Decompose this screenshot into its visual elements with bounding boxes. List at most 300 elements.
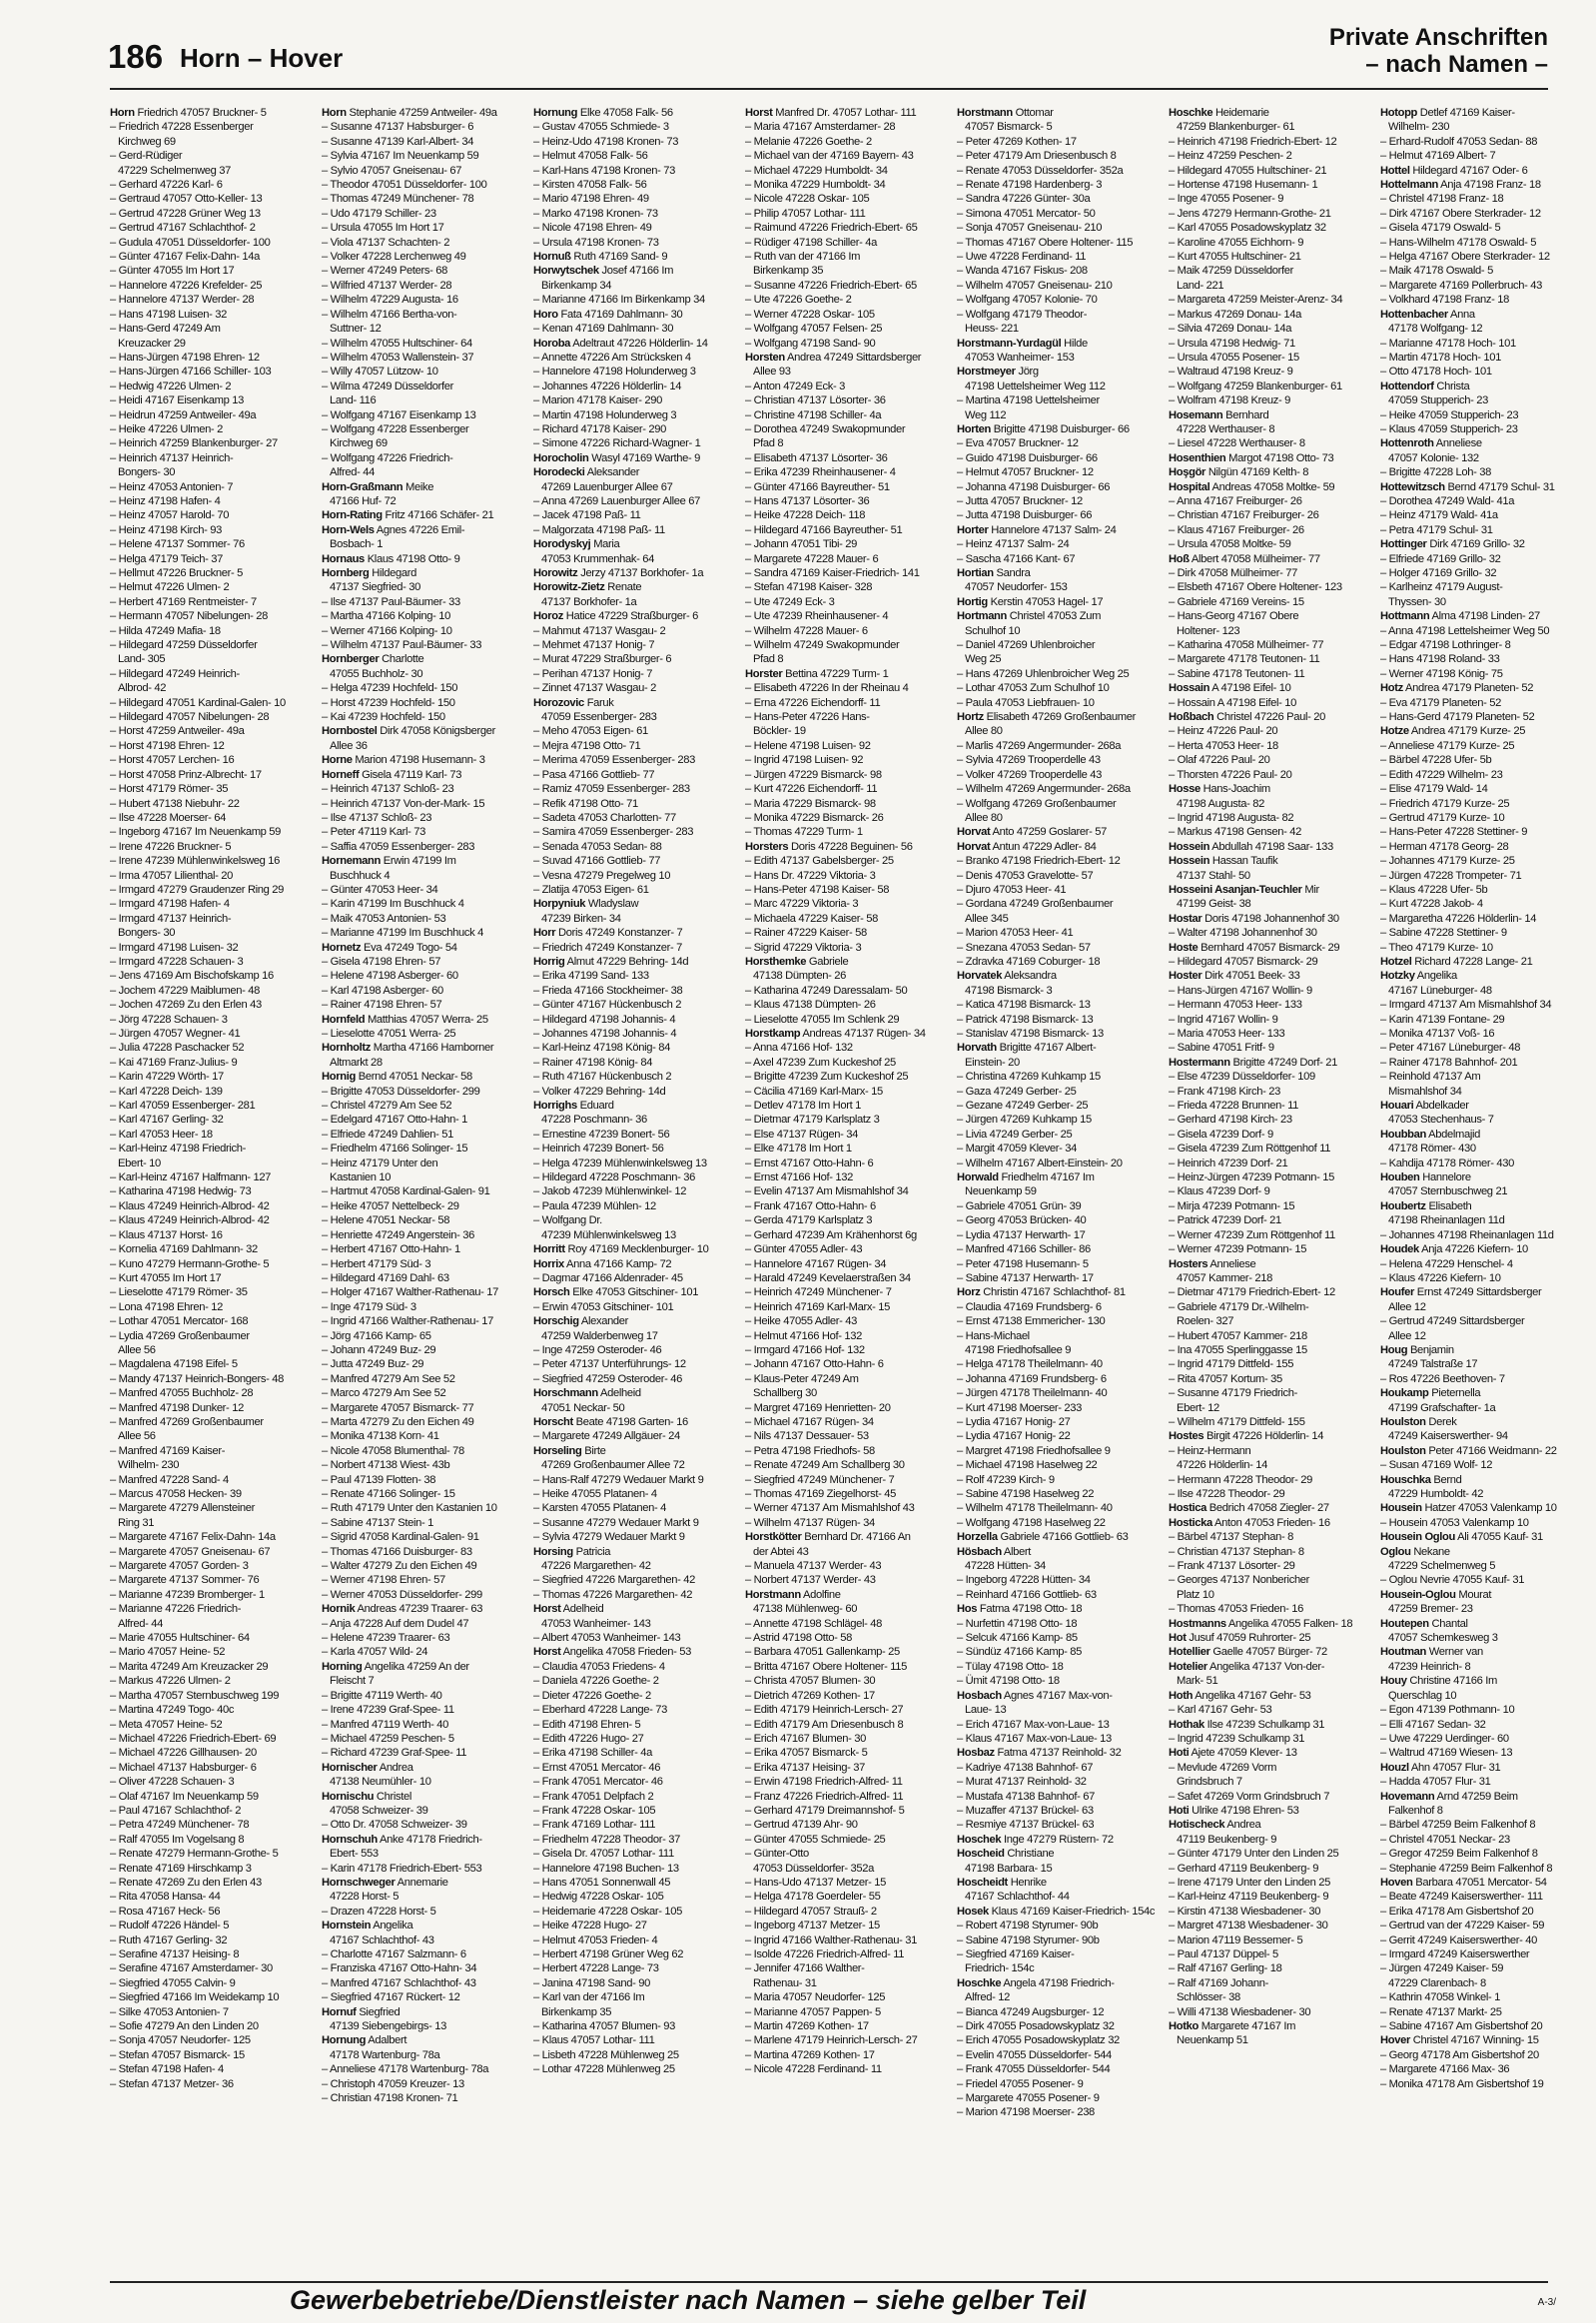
directory-entry <box>110 753 310 767</box>
entry-text: – Walter 47279 Zu den Eichen 49 <box>322 1560 477 1573</box>
directory-entry <box>533 465 733 479</box>
entry-text: Richard 47228 Lange- 21 <box>1411 955 1533 968</box>
entry-text: – Johann 47167 Otto-Hahn- 6 <box>745 1358 884 1371</box>
directory-entry <box>322 1559 521 1573</box>
entry-text: – Jutta 47249 Buz- 29 <box>322 1358 424 1371</box>
entry-text: Arnd 47259 Beim <box>1434 1790 1518 1803</box>
directory-entry <box>957 1833 1157 1847</box>
entry-text: – Horst 47239 Hochfeld- 150 <box>322 696 455 709</box>
entry-text: Werner van <box>1426 1646 1483 1659</box>
directory-entry <box>1169 1559 1368 1573</box>
directory-entry <box>957 797 1157 811</box>
entry-text: – Mahmut 47137 Wasgau- 2 <box>533 624 666 637</box>
entry-text: – Margaretha 47226 Hölderlin- 14 <box>1380 912 1537 925</box>
directory-entry <box>745 580 945 594</box>
entry-text: – Margarete 47137 Sommer- 76 <box>110 1574 260 1587</box>
entry-surname: Hoth <box>1169 1689 1194 1702</box>
entry-text: Brigitte 47198 Duisburger- 66 <box>990 422 1130 435</box>
entry-text: – Günter 47053 Heer- 34 <box>322 883 438 896</box>
entry-text: Kreuzacker 29 <box>118 337 186 350</box>
directory-entry <box>957 609 1157 623</box>
entry-text: – Suvad 47166 Gottlieb- 77 <box>533 855 661 868</box>
directory-entry <box>533 1761 733 1775</box>
directory-entry <box>110 1041 310 1055</box>
directory-entry <box>110 1070 310 1084</box>
directory-entry <box>533 1559 733 1573</box>
entry-text: – Gisela Dr. 47057 Lothar- 111 <box>533 1848 674 1861</box>
directory-entry <box>957 624 1157 638</box>
directory-entry <box>110 1099 310 1113</box>
entry-text: Bedrich 47058 Ziegler- 27 <box>1205 1502 1329 1515</box>
directory-entry <box>745 1314 945 1328</box>
entry-text: Andreas 47137 Rügen- 34 <box>800 1028 926 1040</box>
directory-entry <box>745 941 945 955</box>
entry-text: – Ernestine 47239 Bonert- 56 <box>533 1128 670 1141</box>
directory-entry <box>110 508 310 522</box>
entry-text: – Thomas 47249 Münchener- 78 <box>322 193 474 206</box>
directory-entry <box>322 1314 521 1328</box>
directory-entry <box>322 1934 521 1947</box>
entry-text: Manfred Dr. 47057 Lothar- 111 <box>772 107 917 119</box>
entry-text: Schallberg 30 <box>753 1387 817 1400</box>
entry-surname: Hornig <box>322 1071 356 1084</box>
entry-text: Nekane <box>1410 1545 1450 1558</box>
entry-text: Kerstin 47053 Hagel- 17 <box>987 595 1104 608</box>
entry-text: 47057 Schemkesweg 3 <box>1388 1632 1498 1645</box>
entry-text: – Heinrich 47137 Von-der-Mark- 15 <box>322 797 485 810</box>
entry-text: Suttner- 12 <box>330 323 382 336</box>
entry-text: Anja 47226 Kiefern- 10 <box>1418 1243 1528 1256</box>
entry-text: – Johanna 47169 Frundsberg- 6 <box>957 1372 1107 1385</box>
directory-entry <box>745 2048 945 2062</box>
directory-entry <box>957 1818 1157 1832</box>
entry-text: – Gabriele 47169 Vereins- 15 <box>1169 595 1304 608</box>
directory-entry <box>322 365 521 379</box>
directory-entry <box>957 537 1157 551</box>
entry-text: – Katica 47198 Bismarck- 13 <box>957 999 1091 1012</box>
entry-text: – Kurt 47055 Hultschiner- 21 <box>1169 251 1301 264</box>
entry-surname: Hornung <box>533 107 578 119</box>
directory-entry <box>1380 1847 1580 1861</box>
entry-surname: Hortz <box>957 711 984 724</box>
directory-entry <box>533 667 733 681</box>
entry-text: Jörg <box>1015 366 1039 379</box>
entry-text: Andreas 47058 Moltke- 59 <box>1209 480 1335 493</box>
directory-entry <box>1169 1890 1368 1904</box>
entry-text: – Sylvio 47057 Gneisenau- 67 <box>322 164 462 177</box>
entry-text: – Mehmet 47137 Honig- 7 <box>533 639 655 652</box>
entry-text: Birkenkamp 34 <box>541 279 612 292</box>
directory-entry <box>745 724 945 738</box>
entry-text: – Jens 47279 Hermann-Grothe- 21 <box>1169 207 1331 220</box>
directory-entry <box>322 250 521 264</box>
directory-entry <box>322 998 521 1012</box>
entry-text: – Horst 47198 Ehren- 12 <box>110 739 225 752</box>
directory-entry <box>322 537 521 551</box>
entry-text: Ottomar <box>1012 107 1054 119</box>
directory-entry <box>533 537 733 551</box>
entry-text: – Klaus 47249 Heinrich-Albrod- 42 <box>110 1199 270 1212</box>
directory-entry <box>322 768 521 782</box>
directory-entry <box>1169 1947 1368 1961</box>
directory-entry <box>1380 1919 1580 1933</box>
directory-entry <box>957 883 1157 897</box>
entry-text: – Helga 47239 Hochfeld- 150 <box>322 682 458 695</box>
entry-text: – Hans-Jürgen 47167 Wollin- 9 <box>1169 984 1312 997</box>
directory-entry <box>957 1660 1157 1674</box>
directory-entry <box>533 1487 733 1501</box>
entry-text: – Sandra 47169 Kaiser-Friedrich- 141 <box>745 567 920 579</box>
directory-entry <box>533 580 733 594</box>
entry-text: Heidemarie <box>1212 107 1269 119</box>
entry-text: – Reinhard 47166 Gottlieb- 63 <box>957 1588 1097 1601</box>
directory-entry <box>1169 681 1368 695</box>
entry-text: – Michael 47137 Habsburger- 6 <box>110 1761 257 1774</box>
directory-entry <box>1169 1458 1368 1472</box>
entry-text: Ruth 47169 Sand- 9 <box>570 251 668 264</box>
directory-entry <box>322 1990 521 2004</box>
directory-entry <box>745 595 945 609</box>
directory-entry <box>1380 2019 1580 2033</box>
directory-entry <box>1380 1905 1580 1919</box>
entry-text: – Johannes 47198 Johannis- 4 <box>533 1028 677 1040</box>
directory-entry <box>1169 883 1368 897</box>
directory-entry <box>745 436 945 450</box>
directory-entry <box>110 1085 310 1099</box>
directory-entry <box>745 465 945 479</box>
directory-entry <box>1380 969 1580 983</box>
entry-text: – Werner 47166 Kolping- 10 <box>322 624 452 637</box>
entry-text: – Helene 47198 Asberger- 60 <box>322 970 458 983</box>
directory-entry <box>1169 566 1368 580</box>
entry-surname: Horzella <box>957 1531 998 1544</box>
directory-entry <box>322 1545 521 1559</box>
directory-entry <box>1380 1458 1580 1472</box>
directory-entry <box>322 264 521 278</box>
entry-text: – Heike 47228 Hugo- 27 <box>533 1920 647 1933</box>
entry-surname: Hoschke <box>957 1976 1002 1989</box>
entry-text: – Hildegard 47198 Johannis- 4 <box>533 1013 676 1026</box>
entry-surname: Hornuf <box>322 2005 357 2018</box>
directory-entry <box>745 984 945 998</box>
directory-entry <box>745 1184 945 1198</box>
entry-text: – Herman 47178 Georg- 28 <box>1380 840 1509 853</box>
directory-entry <box>957 969 1157 983</box>
directory-entry <box>1169 236 1368 250</box>
entry-surname: Hösbach <box>957 1545 1002 1558</box>
entry-text: 47166 Huf- 72 <box>330 494 397 507</box>
directory-entry <box>957 1804 1157 1818</box>
directory-entry <box>533 984 733 998</box>
directory-entry <box>1380 1660 1580 1674</box>
entry-text: – Maik 47259 Düsseldorfer <box>1169 265 1293 278</box>
directory-entry <box>533 1113 733 1127</box>
entry-text: – Resmiye 47137 Brückel- 63 <box>957 1819 1095 1832</box>
entry-text: – Nicole 47228 Oskar- 105 <box>745 193 870 206</box>
directory-entry <box>1380 465 1580 479</box>
entry-text: – Elke 47178 Im Hort 1 <box>745 1143 852 1156</box>
directory-entry <box>322 436 521 450</box>
directory-entry <box>322 1128 521 1142</box>
entry-text: – Petra 47179 Schul- 31 <box>1380 523 1493 536</box>
entry-text: – Sadeta 47053 Charlotten- 77 <box>533 811 676 824</box>
directory-entry <box>533 1890 733 1904</box>
entry-text: Derek <box>1425 1415 1457 1428</box>
directory-entry <box>322 1588 521 1602</box>
entry-text: 47138 Neumühler- 10 <box>330 1776 431 1789</box>
directory-entry <box>745 178 945 192</box>
entry-text: – Gerhard 47239 Am Krähenhorst 6g <box>745 1228 917 1241</box>
entry-text: – Axel 47239 Zum Kuckeshof 25 <box>745 1056 896 1069</box>
directory-entry <box>322 652 521 666</box>
entry-surname: Hotischeck <box>1169 1819 1225 1832</box>
directory-entry <box>533 1674 733 1688</box>
directory-entry <box>957 1213 1157 1227</box>
directory-entry <box>322 1458 521 1472</box>
entry-text: – Friedhelm 47166 Solinger- 15 <box>322 1143 468 1156</box>
entry-surname: Hos <box>957 1603 978 1616</box>
directory-entry <box>110 494 310 508</box>
directory-entry <box>745 1357 945 1371</box>
entry-text: – Kurt 47226 Eichendorff- 11 <box>745 783 878 796</box>
entry-text: – Irmgard 47166 Hof- 132 <box>745 1343 865 1356</box>
directory-entry <box>1169 2005 1368 2019</box>
entry-surname: Hottenroth <box>1380 437 1434 450</box>
entry-text: – Jörg 47166 Kamp- 65 <box>322 1329 431 1342</box>
directory-entry <box>322 624 521 638</box>
directory-entry <box>745 1602 945 1616</box>
entry-text: – Mario 47198 Ehren- 49 <box>533 193 649 206</box>
directory-entry <box>1380 365 1580 379</box>
entry-text: 47167 Lüneburger- 48 <box>1388 984 1492 997</box>
entry-text: – Jutta 47198 Duisburger- 66 <box>957 509 1093 522</box>
entry-text: – Ingrid 47166 Walther-Rathenau- 17 <box>322 1315 494 1328</box>
directory-entry <box>1380 236 1580 250</box>
entry-text: – Hans-Peter 47226 Hans- <box>745 711 870 724</box>
entry-text: – Kornelia 47169 Dahlmann- 32 <box>110 1243 258 1256</box>
entry-text: Almut 47229 Behring- 14d <box>564 955 689 968</box>
entry-text: – Eva 47179 Planeten- 52 <box>1380 696 1501 709</box>
entry-text: Hannelore <box>1419 1171 1471 1184</box>
directory-entry <box>745 480 945 494</box>
directory-entry <box>322 1170 521 1184</box>
entry-text: – Hans-Gerd 47249 Am <box>110 323 221 336</box>
directory-entry <box>322 480 521 494</box>
directory-entry <box>322 595 521 609</box>
directory-entry <box>745 1559 945 1573</box>
entry-surname: Hottewitzsch <box>1380 480 1445 493</box>
directory-entry <box>110 279 310 293</box>
directory-entry <box>322 1516 521 1530</box>
directory-entry <box>1380 1862 1580 1876</box>
entry-text: – Helmut 47058 Falk- 56 <box>533 150 648 163</box>
directory-entry <box>1169 897 1368 911</box>
entry-text: – Heinz 47179 Wald- 41a <box>1380 509 1498 522</box>
entry-text: – Silvia 47269 Donau- 14a <box>1169 323 1292 336</box>
directory-entry <box>957 322 1157 336</box>
directory-entry <box>322 1790 521 1804</box>
directory-entry <box>533 696 733 710</box>
entry-text: – Kathrin 47058 Winkel- 1 <box>1380 1991 1500 2004</box>
entry-text: – Susanne 47137 Habsburger- 6 <box>322 121 474 134</box>
entry-text: – Margret 47138 Wiesbadener- 30 <box>1169 1920 1328 1933</box>
directory-entry <box>1169 1545 1368 1559</box>
entry-text: – Heinz-Jürgen 47239 Potmann- 15 <box>1169 1171 1335 1184</box>
entry-text: – Dietrich 47269 Kothen- 17 <box>745 1689 875 1702</box>
directory-entry <box>745 912 945 926</box>
entry-text: Anna <box>1447 308 1475 321</box>
entry-text: – Christoph 47059 Kreuzer- 13 <box>322 2077 464 2090</box>
entry-text: 47239 Heinrich- 8 <box>1388 1660 1471 1673</box>
entry-text: Jerzy 47137 Borkhofer- 1a <box>577 567 704 579</box>
directory-entry <box>1169 1056 1368 1070</box>
entry-text: – Karin 47229 Wörth- 17 <box>110 1071 224 1084</box>
directory-entry <box>1169 609 1368 623</box>
entry-text: Schlösser- 38 <box>1177 1991 1240 2004</box>
directory-entry <box>533 1631 733 1645</box>
directory-entry <box>957 667 1157 681</box>
entry-text: 47053 Wanheimer- 153 <box>965 351 1075 364</box>
directory-entry <box>957 451 1157 465</box>
entry-surname: Horst <box>745 107 773 119</box>
entry-text: Bosbach- 1 <box>330 538 384 551</box>
entry-text: Stephanie 47259 Antweiler- 49a <box>346 107 497 119</box>
directory-entry <box>1169 595 1368 609</box>
directory-entry <box>1380 580 1580 594</box>
directory-entry <box>957 2077 1157 2091</box>
directory-entry <box>745 365 945 379</box>
entry-text: Neuenkamp 51 <box>1177 2034 1248 2047</box>
entry-surname: Horsten <box>745 351 785 364</box>
directory-entry <box>533 897 733 911</box>
directory-entry <box>957 566 1157 580</box>
entry-text: – Rainer 47198 König- 84 <box>533 1056 653 1069</box>
entry-text: – Anneliese 47179 Kurze- 25 <box>1380 739 1515 752</box>
entry-text: – Klaus-Peter 47249 Am <box>745 1372 859 1385</box>
entry-text: – Lieselotte 47179 Römer- 35 <box>110 1286 248 1299</box>
entry-text: Angelika 47058 Frieden- 53 <box>560 1646 691 1659</box>
directory-entry <box>322 1674 521 1688</box>
directory-entry <box>745 422 945 436</box>
entry-text: – Olaf 47226 Paul- 20 <box>1169 754 1270 767</box>
directory-entry <box>745 681 945 695</box>
directory-entry <box>322 1285 521 1299</box>
directory-entry <box>745 1919 945 1933</box>
entry-text: – Klaus 47249 Heinrich-Albrod- 42 <box>110 1214 270 1227</box>
directory-entry <box>322 1732 521 1746</box>
directory-entry <box>322 1818 521 1832</box>
entry-text: Anke 47178 Friedrich- <box>377 1833 482 1846</box>
directory-entry <box>745 1761 945 1775</box>
directory-entry <box>1380 1343 1580 1357</box>
directory-entry <box>110 998 310 1012</box>
directory-entry <box>110 135 310 149</box>
entry-text: – Wolfgang 47179 Theodor- <box>957 308 1088 321</box>
directory-entry <box>1169 1934 1368 1947</box>
entry-text: – Karl 47228 Deich- 139 <box>110 1085 223 1098</box>
directory-entry <box>745 393 945 407</box>
directory-entry <box>110 854 310 868</box>
directory-entry <box>533 1458 733 1472</box>
entry-text: – Monika 47229 Bismarck- 26 <box>745 811 884 824</box>
directory-entry <box>745 106 945 120</box>
directory-entry <box>533 1357 733 1371</box>
entry-text: – Susan 47169 Wolf- 12 <box>1380 1459 1493 1472</box>
directory-entry <box>533 2048 733 2062</box>
directory-entry <box>533 1300 733 1314</box>
directory-entry <box>110 1847 310 1861</box>
entry-surname: Horne <box>322 754 353 767</box>
entry-text: – Erich 47055 Posadowskyplatz 32 <box>957 2034 1120 2047</box>
entry-text: – Heinz 47226 Paul- 20 <box>1169 725 1278 738</box>
directory-entry <box>533 912 733 926</box>
directory-entry <box>957 308 1157 322</box>
entry-text: – Christel 47198 Franz- 18 <box>1380 193 1504 206</box>
entry-text: – Oliver 47228 Schauen- 3 <box>110 1776 235 1789</box>
directory-entry <box>322 912 521 926</box>
entry-text: – Johannes 47226 Hölderlin- 14 <box>533 380 682 392</box>
directory-entry <box>1380 1501 1580 1515</box>
directory-entry <box>957 250 1157 264</box>
entry-text: Hatice 47229 Straßburger- 6 <box>562 610 699 623</box>
directory-entry <box>1380 1602 1580 1616</box>
entry-surname: Housein <box>1380 1502 1422 1515</box>
entry-surname: Hornuß <box>533 251 571 264</box>
entry-text: – Peter 47119 Karl- 73 <box>322 826 426 839</box>
entry-text: – Gertrud 47249 Sittardsberger <box>1380 1315 1525 1328</box>
directory-entry <box>745 537 945 551</box>
entry-text: – Frank 47198 Kirch- 23 <box>1169 1085 1280 1098</box>
entry-text: 47057 Bismarck- 5 <box>965 121 1053 134</box>
directory-entry <box>322 1041 521 1055</box>
directory-entry <box>1169 739 1368 753</box>
entry-text: – Nils 47137 Dessauer- 53 <box>745 1430 869 1443</box>
directory-entry <box>957 408 1157 422</box>
directory-entry <box>957 552 1157 566</box>
entry-text: – Thomas 47226 Margarethen- 42 <box>533 1588 693 1601</box>
entry-text: Marion 47198 Husemann- 3 <box>352 754 485 767</box>
entry-text: 47229 Clarenbach- 8 <box>1388 1976 1486 1989</box>
entry-text: Ajete 47059 Klever- 13 <box>1189 1747 1297 1760</box>
entry-text: Mark- 51 <box>1177 1675 1218 1688</box>
entry-text: – Inge 47179 Süd- 3 <box>322 1300 416 1313</box>
entry-text: – Martin 47198 Holunderweg 3 <box>533 408 677 421</box>
entry-text: – Heinrich 47137 Schloß- 23 <box>322 783 454 796</box>
entry-text: Allee 12 <box>1388 1300 1426 1313</box>
directory-entry <box>957 869 1157 883</box>
entry-text: – Viola 47137 Schachten- 2 <box>322 236 450 249</box>
entry-surname: Houari <box>1380 1100 1414 1113</box>
directory-column <box>957 106 1157 2287</box>
directory-entry <box>745 236 945 250</box>
entry-text: – Thomas 47229 Turm- 1 <box>745 826 863 839</box>
directory-entry <box>957 1157 1157 1170</box>
directory-entry <box>110 164 310 178</box>
directory-entry <box>1380 436 1580 450</box>
directory-entry <box>322 106 521 120</box>
entry-text: – Karin 47178 Friedrich-Ebert- 553 <box>322 1862 482 1875</box>
entry-text: Aleksandra <box>1002 970 1057 983</box>
entry-text: – Christel 47051 Neckar- 23 <box>1380 1833 1510 1846</box>
directory-entry <box>322 854 521 868</box>
entry-text: Hannelore 47137 Salm- 24 <box>988 523 1117 536</box>
directory-entry <box>1169 955 1368 969</box>
directory-entry <box>110 451 310 465</box>
entry-text: – Hildegard 47169 Dahl- 63 <box>322 1271 449 1284</box>
entry-surname: Houzl <box>1380 1761 1409 1774</box>
directory-entry <box>957 1617 1157 1631</box>
entry-text: – Johanna 47198 Duisburger- 66 <box>957 480 1111 493</box>
